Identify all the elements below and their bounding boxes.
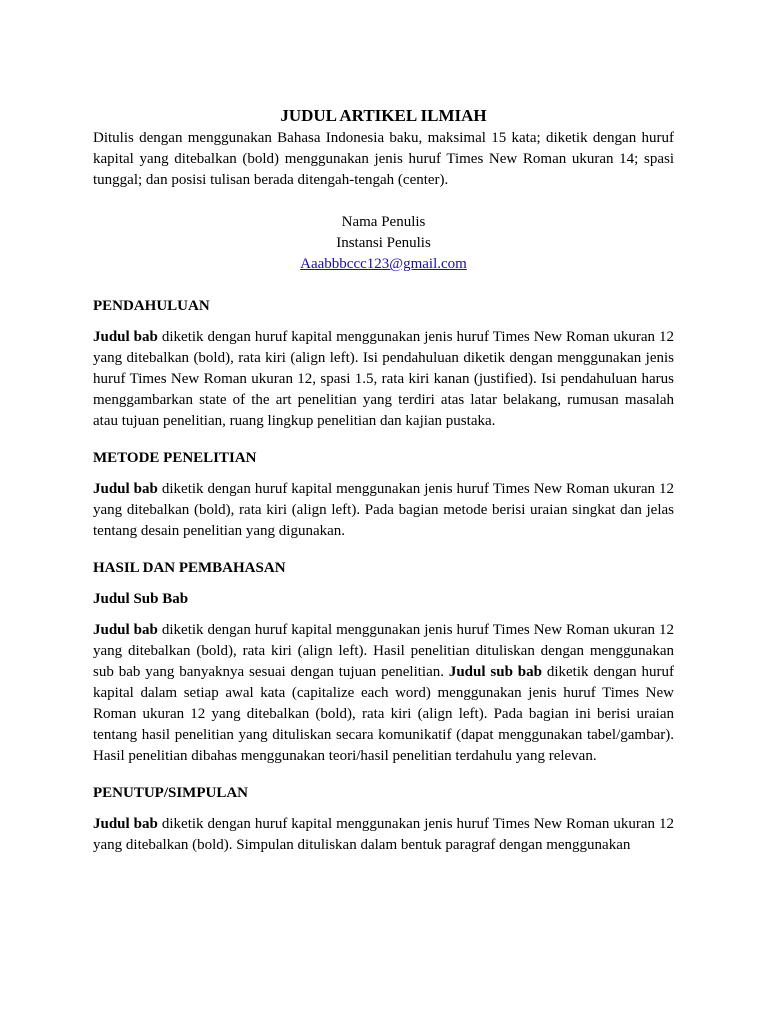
section-heading-penutup: PENUTUP/SIMPULAN [93, 785, 249, 801]
paragraph-text: diketik dengan huruf kapital dalam setiap awal kata (capitalize each word) menggunakan jenis huruf Times New Roman ukuran 12 yang ditebalkan (bold), rata kiri (align left). Pada bagian ini berisi uraian tentang hasil penelitian yang dituliskan secara komunikatif (dapat menggunakan tabel/gambar). Hasil penelitian dibahas menggunakan teori/hasil penelitian terdahulu yang relevan. [93, 664, 675, 764]
bold-lead-text: Judul bab [93, 329, 158, 345]
author-name: Nama Penulis [341, 214, 426, 230]
bold-lead-text: Judul bab [93, 481, 158, 497]
paragraph-text: diketik dengan huruf kapital menggunakan jenis huruf Times New Roman ukuran 12 yang ditebalkan (bold), rata kiri (align left). Pada bagian metode berisi uraian singkat dan jelas tentang desain penelitian yang digunakan. [93, 481, 674, 539]
document-page [93, 104, 674, 856]
article-title: JUDUL ARTIKEL ILMIAH [280, 106, 487, 125]
author-institution: Instansi Penulis [336, 235, 431, 251]
author-block [93, 212, 674, 275]
paragraph-text: diketik dengan huruf kapital menggunakan jenis huruf Times New Roman ukuran 12 yang ditebalkan (bold). Simpulan dituliskan dalam bentuk paragraf dengan menggunakan [93, 816, 674, 853]
paragraph-pendahuluan [93, 327, 674, 432]
paragraph-text: diketik dengan huruf kapital menggunakan jenis huruf Times New Roman ukuran 12 yang ditebalkan (bold), rata kiri (align left). Hasil penelitian dituliskan dengan menggunakan sub bab yang banyaknya sesuai dengan tujuan penelitian. [93, 622, 674, 680]
author-email-link[interactable]: Aaabbbccc123@gmail.com [300, 256, 467, 272]
section-heading-metode: METODE PENELITIAN [93, 450, 257, 466]
bold-inline-text: Judul sub bab [448, 664, 542, 680]
paragraph-penutup [93, 814, 674, 856]
bold-lead-text: Judul bab [93, 816, 158, 832]
paragraph-text: diketik dengan huruf kapital menggunakan jenis huruf Times New Roman ukuran 12 yang ditebalkan (bold), rata kiri (align left). Isi pendahuluan diketik dengan menggunakan jenis huruf Times New Roman ukuran 12, spasi 1.5, rata kiri kanan (justified). Isi pendahuluan harus menggambarkan state of the art penelitian yang terdiri atas latar belakang, rumusan masalah atau tujuan penelitian, ruang lingkup penelitian dan kajian pustaka. [93, 329, 674, 429]
bold-lead-text: Judul bab [93, 622, 158, 638]
title-instructions: Ditulis dengan menggunakan Bahasa Indonesia baku, maksimal 15 kata; diketik dengan huruf kapital yang ditebalkan (bold) menggunakan jenis huruf Times New Roman ukuran 14; spasi tunggal; dan posisi tulisan berada ditengah-tengah (center). [93, 130, 674, 188]
sub-heading-judul-sub-bab: Judul Sub Bab [93, 591, 189, 607]
paragraph-metode [93, 479, 674, 542]
section-heading-hasil: HASIL DAN PEMBAHASAN [93, 560, 286, 576]
paragraph-hasil [93, 620, 674, 767]
section-heading-pendahuluan: PENDAHULUAN [93, 298, 210, 314]
